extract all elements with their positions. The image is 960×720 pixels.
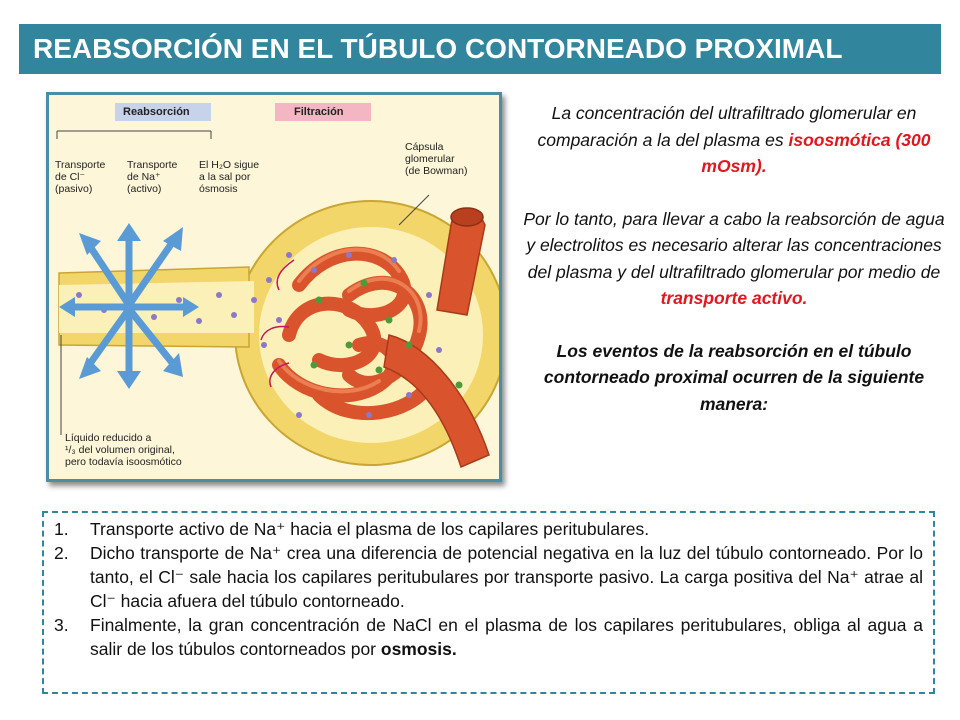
liquid-reduced-label: Líquido reducido a ¹/₃ del volumen original, pero todavía isoosmótico [65,432,182,468]
slide-title: REABSORCIÓN EN EL TÚBULO CONTORNEADO PROXIMAL [19,24,941,74]
osmosis-bold: osmosis. [380,639,457,659]
paragraph-active-transport: Por lo tanto, para llevar a cabo la reabsorción de agua y electrolitos es necesario alterar las concentraciones del plasma y del ultrafiltrado glomerular por medio de transporte activo. [523,208,945,308]
list-item: 3. Finalmente, la gran concentración de NaCl en el plasma de los capilares peritubulares, obliga al agua a salir de los túbulos contorneados por osmosis. [54,615,923,659]
list-item: 2. Dicho transporte de Na⁺ crea una diferencia de potencial negativa en la luz del túbulo contorneado. Por lo tanto, el Cl⁻ sale hacia los capilares peritubulares por transporte pasivo. La carga positiva del Na⁺ atrae al Cl⁻ hacia afuera del túbulo contorneado. [54,543,923,611]
paragraph-events: Los eventos de la reabsorción en el túbulo contorneado proximal ocurren de la siguiente manera: [543,340,925,414]
reabsorcion-header: Reabsorción [123,106,190,118]
list-item: 1. Transporte activo de Na⁺ hacia el plasma de los capilares peritubulares. [54,519,650,539]
glomerulus-figure [46,92,502,482]
active-transport-highlight: transporte activo. [660,288,808,308]
steps-box [42,511,935,694]
reabsorption-arrows [69,235,189,377]
cl-transport-label: Transporte de Cl⁻ (pasivo) [55,159,106,195]
bowman-capsule-label: Cápsula glomerular (de Bowman) [405,141,468,177]
filtracion-header: Filtración [294,106,344,118]
steps-list [44,513,933,661]
na-transport-label: Transporte de Na⁺ (activo) [127,159,178,195]
h2o-osmosis-label: El H₂O sigue a la sal por ósmosis [199,159,260,195]
paragraph-isoosmotic: La concentración del ultrafiltrado glomerular en comparación a la del plasma es isoosmótica (300 mOsm). [537,103,931,176]
explanation-text [518,100,950,443]
isoosmotic-highlight: isoosmótica (300 mOsm). [701,129,931,176]
